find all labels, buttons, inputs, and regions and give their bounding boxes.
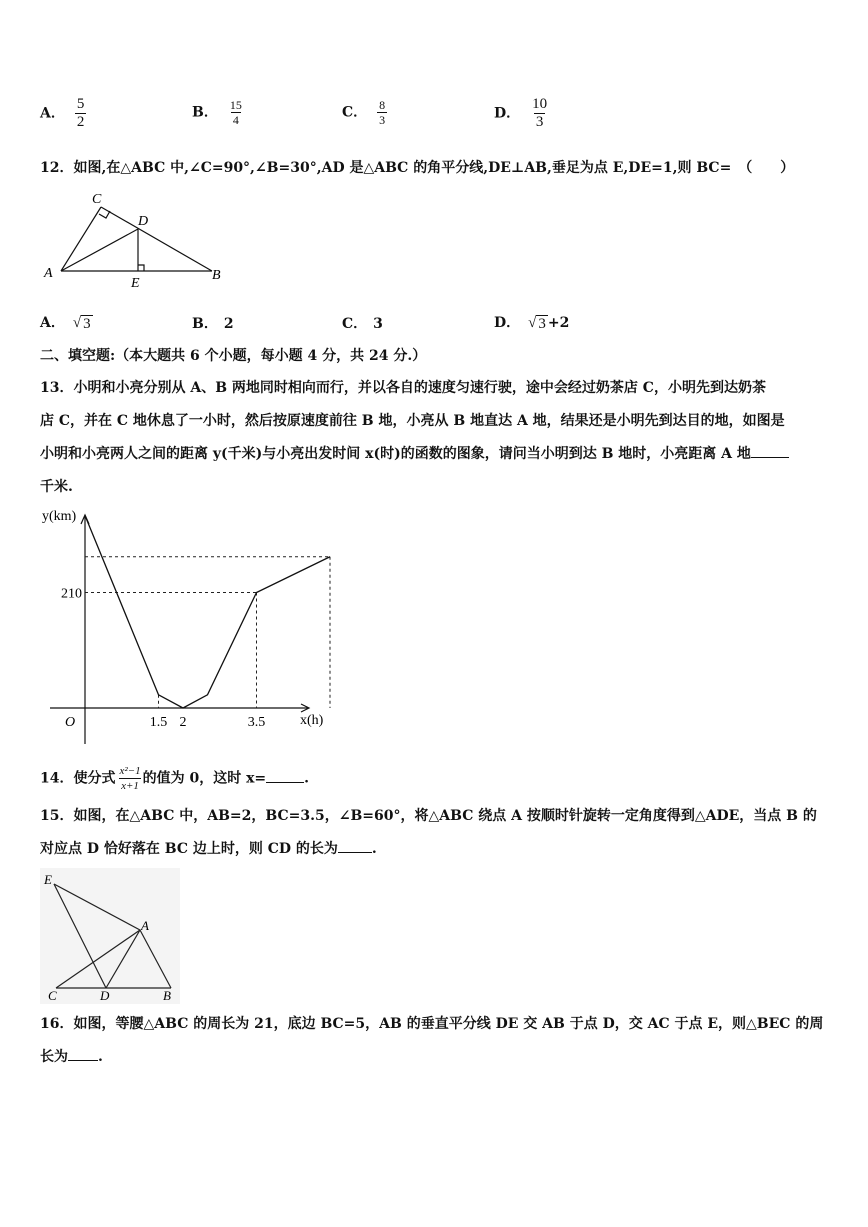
answer-blank bbox=[338, 838, 372, 853]
q11-option-b: B． $\frac{15}{4}$ bbox=[192, 98, 242, 127]
q16-line1: 16．如图，等腰△ABC 的周长为 21，底边 BC=5，AB 的垂直平分线 DE 交 AB 于点 D，交 AC 于点 E，则△BEC 的周 bbox=[40, 1016, 824, 1032]
q11-option-d: D． $\frac{10}{3}$ bbox=[494, 96, 548, 130]
x-tick-label: 2 bbox=[179, 715, 187, 730]
q13-chart bbox=[30, 500, 340, 750]
q12-option-b: B． 2 bbox=[192, 316, 234, 332]
q13-line3: 小明和小亮两人之间的距离 y(千米)与小亮出发时间 x(时)的函数的图象，请问当小明到达 B 地时，小亮距离 A 地 bbox=[40, 438, 840, 471]
label-E: E bbox=[44, 872, 52, 887]
label-A: A bbox=[141, 918, 149, 933]
q12-option-c: C． 3 bbox=[342, 316, 383, 332]
answer-blank bbox=[68, 1046, 98, 1061]
q13-line4: 千米. bbox=[40, 479, 73, 495]
q15-line1: 15．如图，在△ABC 中，AB=2，BC=3.5，∠B=60°，将△ABC 绕点 A 按顺时针旋转一定角度得到△ADE，当点 B 的 bbox=[40, 808, 817, 824]
q12-figure bbox=[40, 185, 240, 295]
x-axis-label: x(h) bbox=[300, 713, 324, 728]
q12-option-a: A． √ 3 bbox=[40, 315, 91, 332]
label-B: B bbox=[212, 268, 221, 283]
answer-blank bbox=[266, 768, 304, 783]
answer-blank bbox=[751, 443, 789, 458]
series-line bbox=[85, 516, 330, 709]
x-tick-label: 3.5 bbox=[247, 715, 266, 730]
q15 bbox=[40, 800, 840, 866]
section-header: 二、填空题:（本大题共 6 个小题，每小题 4 分，共 24 分.） bbox=[40, 348, 427, 364]
y-axis-label: y(km) bbox=[42, 509, 77, 524]
q15-figure bbox=[40, 868, 180, 1004]
label-A: A bbox=[44, 266, 53, 281]
label-C: C bbox=[48, 988, 57, 1003]
label-D: D bbox=[100, 988, 110, 1003]
origin-label: O bbox=[65, 715, 76, 730]
q16-line2: 长为 . bbox=[40, 1041, 840, 1074]
label-C: C bbox=[92, 192, 102, 207]
x-tick-label: 1.5 bbox=[149, 715, 168, 730]
q12-stem: 12．如图,在△ABC 中,∠C=90°,∠B=30°,AD 是△ABC 的角平分线,DE⊥AB,垂足为点 E,DE=1,则 BC= （ ） bbox=[40, 160, 795, 176]
q14: 14．使分式 $\frac{\text{x²−1}}{x+1}$ 的值为 0，这时 x= . bbox=[40, 765, 310, 792]
q11-option-c: C． $\frac{8}{3}$ bbox=[342, 98, 386, 127]
q13 bbox=[40, 372, 840, 504]
q13-line2: 店 C，并在 C 地休息了一小时，然后按原速度前往 B 地，小亮从 B 地直达 A 地，结果还是小明先到达目的地，如图是 bbox=[40, 413, 785, 429]
q16 bbox=[40, 1008, 840, 1074]
q12-option-d: D． √ 3 +2 bbox=[494, 315, 570, 332]
q11-option-a: A． $\frac{5}{2}$ bbox=[40, 96, 85, 130]
label-E: E bbox=[131, 276, 140, 291]
y-tick-label: 210 bbox=[61, 586, 82, 602]
label-D: D bbox=[138, 214, 149, 229]
q13-line1: 13．小明和小亮分别从 A、B 两地同时相向而行，并以各自的速度匀速行驶，途中会经过奶茶店 C，小明先到达奶茶 bbox=[40, 380, 766, 396]
q15-line2: 对应点 D 恰好落在 BC 边上时，则 CD 的长为 . bbox=[40, 833, 840, 866]
label-B: B bbox=[163, 988, 171, 1003]
